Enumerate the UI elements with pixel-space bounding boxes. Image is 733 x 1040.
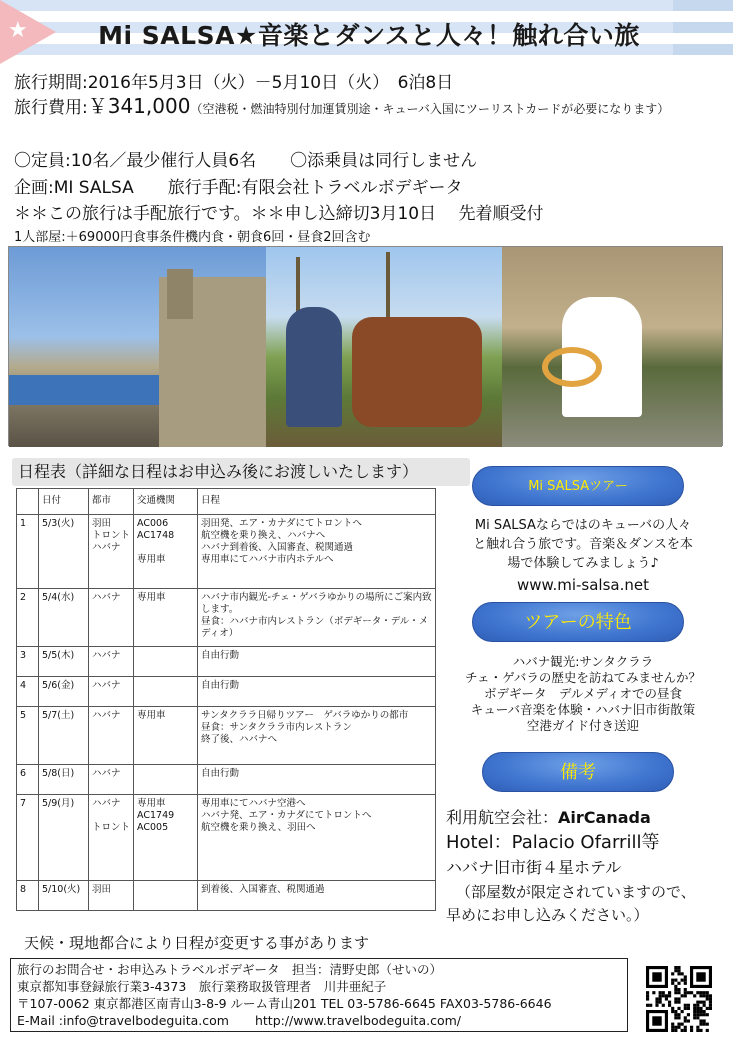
photo-farmer-oxen [266, 247, 501, 447]
page-title: Mi SALSA★音楽とダンスと人々！触れ合い旅 [98, 21, 640, 50]
col-header-no [17, 489, 39, 515]
tour-pill: Mi SALSAツアー [472, 466, 684, 506]
row-number: 5 [17, 707, 39, 765]
footer-address-line: 〒107-0062 東京都港区南青山3-8-9 ルーム青山201 TEL 03-5786-6645 FAX03-5786-6646 [17, 996, 552, 1011]
row-date: 5/7(土) [39, 707, 89, 765]
row-transport: 専用車 AC1749 AC005 [134, 795, 198, 881]
col-header-transport: 交通機関 [134, 489, 198, 515]
row-itinerary: 専用車にてハバナ空港へ ハバナ発、エア・カナダにてトロントへ 航空機を乗り換え、羽田へ [198, 795, 436, 881]
schedule-heading: 日程表（詳細な日程はお申込み後にお渡しいたします） [12, 458, 470, 486]
row-date: 5/10(火) [39, 881, 89, 911]
row-itinerary: 自由行動 [198, 765, 436, 795]
feature-item: キューバ音楽を体験・ハバナ旧市街散策 [470, 702, 696, 717]
tour-intro: Mi SALSAならではのキューバの人々 と触れ合う旅です。音楽＆ダンスを本 場で体験してみましょう♪ [473, 518, 693, 571]
row-itinerary: 到着後、入国審査、税関通過 [198, 881, 436, 911]
airline-name: AirCanada [558, 808, 651, 827]
travel-fee [14, 96, 719, 119]
row-date: 5/5(木) [39, 647, 89, 677]
row-transport: 専用車 [134, 589, 198, 647]
row-city: ハバナ トロント [89, 795, 134, 881]
feature-item: ハバナ観光:サンタクララ [512, 654, 654, 669]
row-date: 5/8(日) [39, 765, 89, 795]
schedule-table [16, 488, 436, 911]
feature-item: ボデギータ デルメディオでの昼食 [483, 686, 682, 701]
footer-license-line: 東京都知事登録旅行業3-4373 旅行業務取扱管理者 川井亜紀子 [17, 979, 387, 994]
room-note-line1: （部屋数が限定されていますので、 [456, 883, 696, 901]
row-number: 3 [17, 647, 39, 677]
table-row [17, 589, 436, 647]
flag-star-icon: ★ [8, 18, 28, 43]
footer-contact-line: 旅行のお問合せ・お申込みトラベルボデギータ 担当：清野史郎（せいの） [17, 962, 443, 977]
row-city: 羽田 トロント ハバナ [89, 515, 134, 589]
row-city: ハバナ [89, 707, 134, 765]
row-city: 羽田 [89, 881, 134, 911]
arranged-travel-info: ＊＊この旅行は手配旅行です。＊＊申し込締切3月10日 先着順受付 [14, 204, 544, 224]
col-header-date: 日付 [39, 489, 89, 515]
row-itinerary: 自由行動 [198, 647, 436, 677]
capacity-info: 〇定員:10名／最少催行人員6名 〇添乗員は同行しません [14, 151, 478, 171]
row-date: 5/9(月) [39, 795, 89, 881]
row-itinerary: ハバナ市内観光-チェ・ゲバラゆかりの場所にご案内致します。 昼食：ハバナ市内レストラン（ボデギータ・デル・メディオ） [198, 589, 436, 647]
notes-pill: 備考 [482, 752, 674, 792]
table-row [17, 765, 436, 795]
qr-code-icon [646, 966, 712, 1032]
row-city: ハバナ [89, 647, 134, 677]
row-number: 1 [17, 515, 39, 589]
hotel-sub-info: ハバナ旧市街４星ホテル [446, 858, 622, 877]
table-header-row [17, 489, 436, 515]
row-itinerary: 自由行動 [198, 677, 436, 707]
table-row [17, 795, 436, 881]
features-pill: ツアーの特色 [472, 602, 684, 642]
fee-label: 旅行費用: [14, 98, 88, 118]
schedule-change-note: 天候・現地都合により日程が変更する事があります [24, 934, 370, 952]
header-banner [0, 0, 733, 64]
row-date: 5/6(金) [39, 677, 89, 707]
features-list [442, 654, 724, 734]
contact-footer [10, 958, 628, 1032]
flag-decoration [673, 0, 733, 64]
room-note-line2: 早めにお申し込みください。） [446, 906, 649, 924]
feature-item: 空港ガイド付き送迎 [526, 718, 640, 733]
photo-strip [8, 246, 723, 446]
row-number: 8 [17, 881, 39, 911]
footer-email[interactable]: E-Mail :info@travelbodeguita.com [17, 1013, 229, 1028]
row-date: 5/3(火) [39, 515, 89, 589]
footer-url[interactable]: http://www.travelbodeguita.com/ [254, 1013, 461, 1028]
table-row [17, 881, 436, 911]
row-transport [134, 765, 198, 795]
row-number: 7 [17, 795, 39, 881]
website-link[interactable]: www.mi-salsa.net [517, 576, 649, 594]
planning-info: 企画:MI SALSA 旅行手配:有限会社トラベルボデギータ [14, 178, 463, 198]
row-number: 2 [17, 589, 39, 647]
row-itinerary: サンタクララ日帰りツアー ゲバラゆかりの都市 昼食：サンタクララ市内レストラン 終了後、ハバナへ [198, 707, 436, 765]
row-city: ハバナ [89, 589, 134, 647]
table-row [17, 647, 436, 677]
footer-web-line [17, 1012, 621, 1029]
col-header-itinerary: 日程 [198, 489, 436, 515]
row-date: 5/4(水) [39, 589, 89, 647]
row-number: 6 [17, 765, 39, 795]
row-city: ハバナ [89, 765, 134, 795]
col-header-city: 都市 [89, 489, 134, 515]
row-transport [134, 881, 198, 911]
travel-period: 旅行期間:2016年5月3日（火）－5月10日（火） 6泊8日 [14, 73, 454, 93]
table-row [17, 677, 436, 707]
photo-havana-castle [9, 247, 266, 447]
photo-churro-cook [502, 247, 722, 447]
row-city: ハバナ [89, 677, 134, 707]
row-transport: 専用車 [134, 707, 198, 765]
fee-amount: ￥341,000 [87, 94, 191, 118]
table-row [17, 707, 436, 765]
row-number: 4 [17, 677, 39, 707]
row-transport: AC006 AC1748 専用車 [134, 515, 198, 589]
feature-item: チェ・ゲバラの歴史を訪ねてみませんか？ [464, 670, 702, 685]
table-row [17, 515, 436, 589]
airline-info: 利用航空会社：AirCanada [446, 808, 651, 827]
hotel-info: Hotel：Palacio Ofarrill等 [446, 832, 660, 853]
single-room-info: 1人部屋:＋69000円食事条件機内食・朝食6回・昼食2回含む [14, 230, 371, 245]
row-transport [134, 647, 198, 677]
row-itinerary: 羽田発、エア・カナダにてトロントへ 航空機を乗り換え、ハバナへ ハバナ到着後、入国審査、税関通過 専用車にてハバナ市内ホテルへ [198, 515, 436, 589]
row-transport [134, 677, 198, 707]
fee-note: （空港税・燃油特別付加運賃別途・キューバ入国にツーリストカードが必要になります） [190, 102, 670, 116]
